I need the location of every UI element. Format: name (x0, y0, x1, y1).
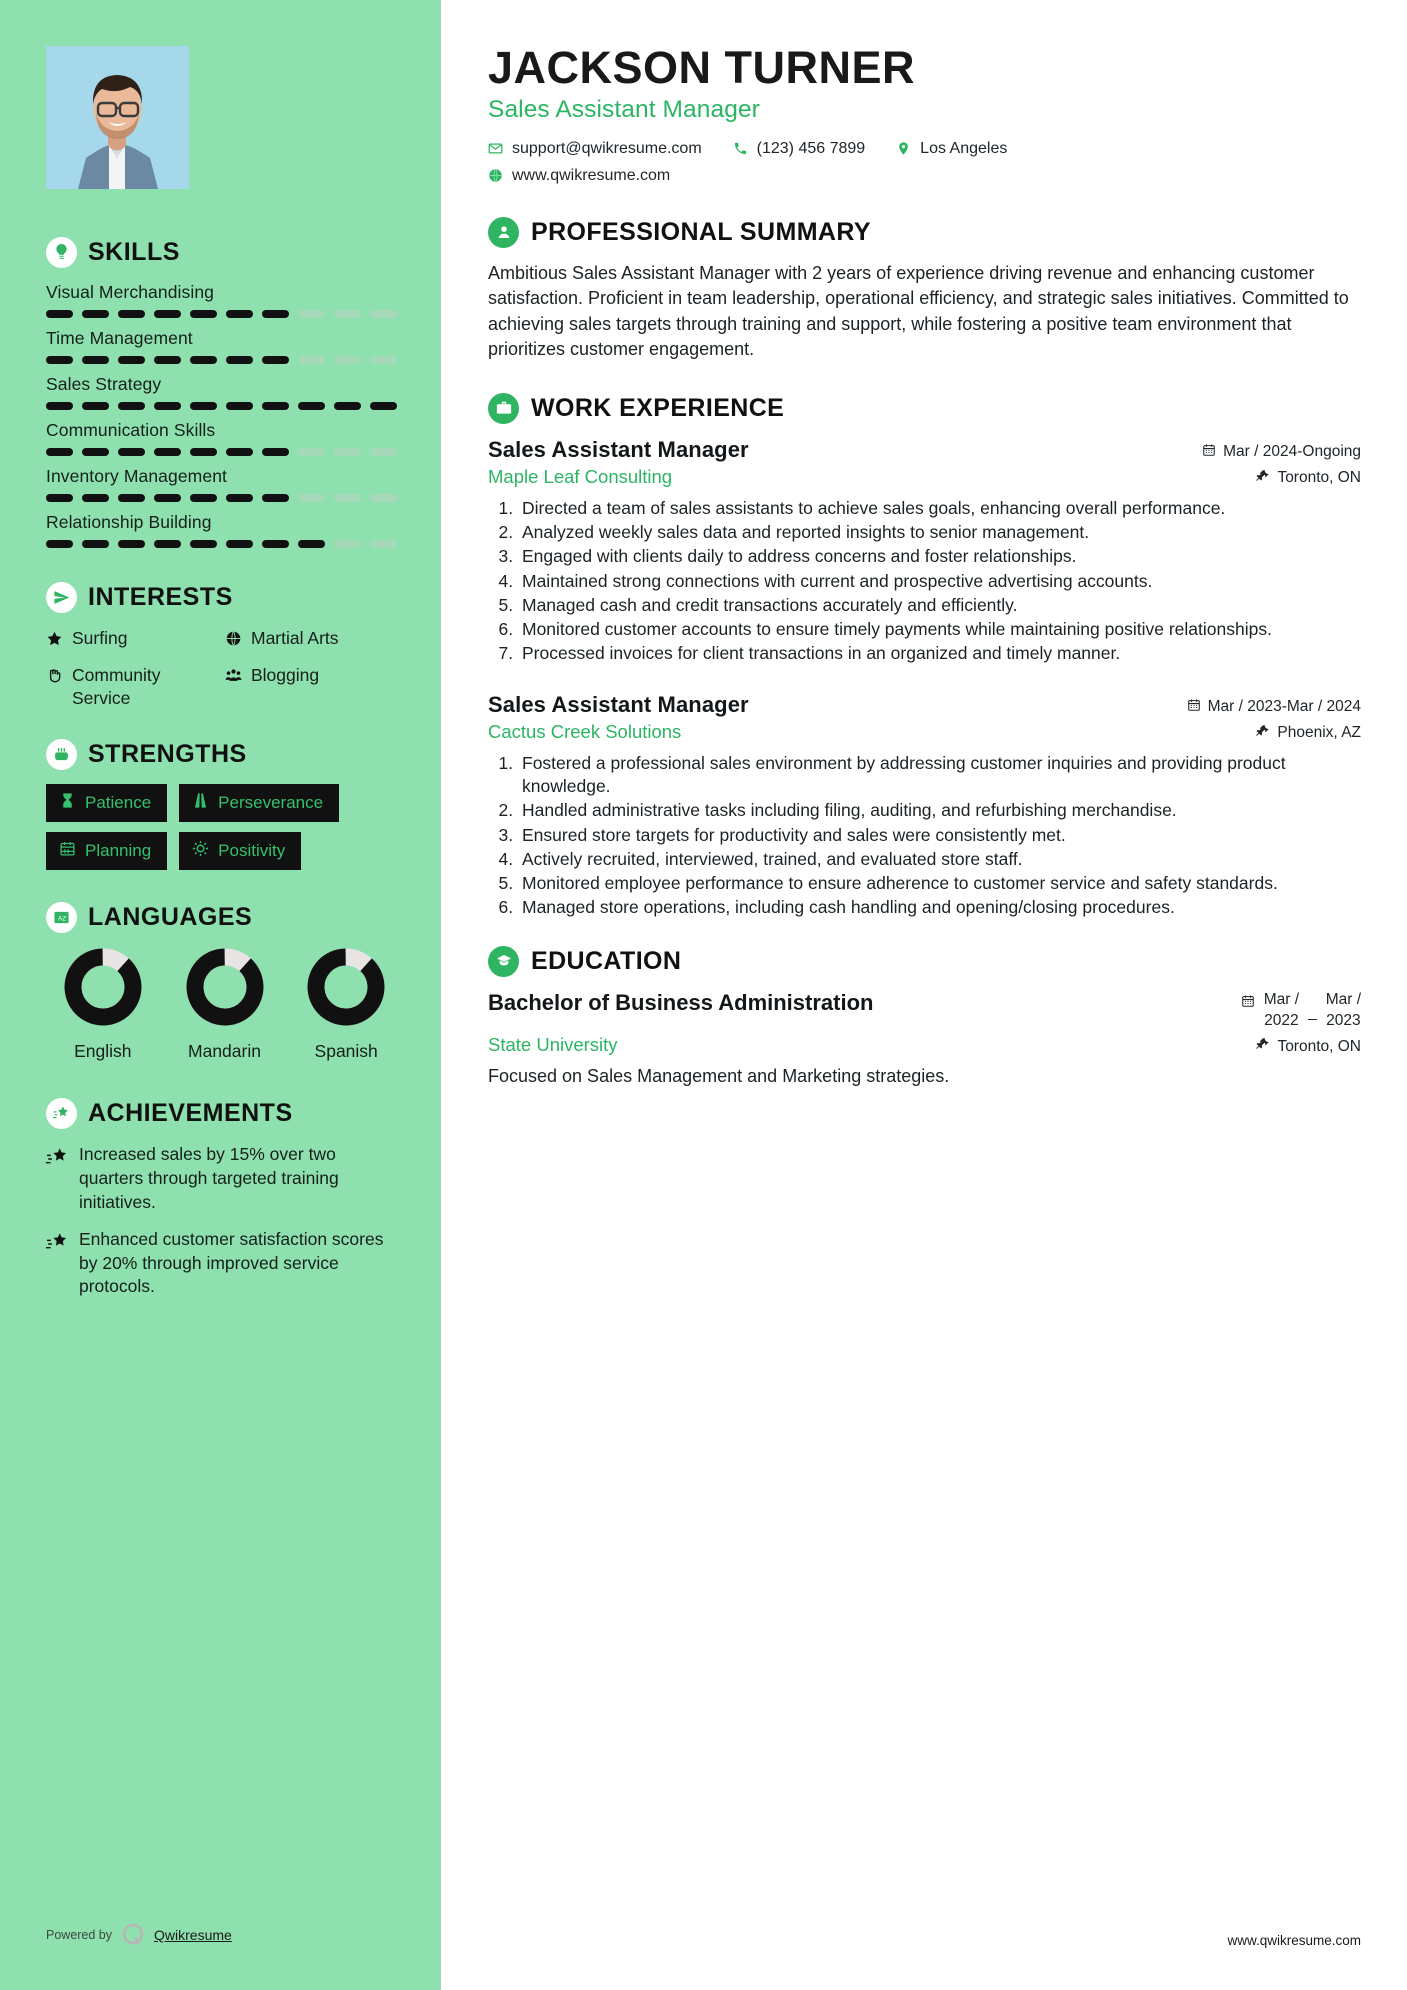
calendar-small-icon (1187, 698, 1201, 717)
strength-chip (46, 784, 167, 822)
strength-label: Planning (85, 841, 152, 861)
pin-icon (1256, 1037, 1270, 1056)
contact-email-text: support@qwikresume.com (512, 139, 702, 157)
languages-title: LANGUAGES (88, 903, 253, 932)
calendar-small-icon (1202, 443, 1216, 462)
skill-dash (46, 402, 73, 410)
contact-website[interactable] (488, 167, 670, 185)
star-icon (46, 627, 63, 653)
job-title: Sales Assistant Manager (488, 691, 749, 717)
skill-dash (190, 402, 217, 410)
shooting-star-icon (46, 1143, 68, 1214)
skill-dash (190, 310, 217, 318)
qwikresume-logo-icon (120, 1922, 146, 1948)
contact-line-2 (488, 167, 1361, 185)
skills-title: SKILLS (88, 238, 180, 266)
job-header-row (488, 692, 1361, 718)
skills-section (46, 237, 397, 548)
job-bullet: 2. Analyzed weekly sales data and reported insights to senior management. (518, 521, 1361, 544)
summary-text: Ambitious Sales Assistant Manager with 2 years of experience driving revenue and enhancing customer satisfaction. Proficient in team leadership, operational efficiency, and strategic sales initiatives. Committed to achieving sales targets through training and support, while fostering a positive team environment that prioritizes customer engagement. (488, 262, 1349, 360)
job-bullet: 1. Fostered a professional sales environment by addressing customer inquiries and providing product knowledge. (518, 752, 1361, 799)
skill-dash (82, 494, 109, 502)
education-list (488, 990, 1361, 1088)
job-location-text: Toronto, ON (1277, 469, 1361, 487)
skill-dash (118, 310, 145, 318)
skill-dash (298, 494, 325, 502)
shooting-star-icon (46, 1098, 77, 1129)
users-icon (225, 664, 242, 690)
work-experience-section (488, 393, 1361, 920)
job-bullet: 7. Processed invoices for client transactions in an organized and timely manner. (518, 642, 1361, 665)
language-label: Mandarin (188, 1041, 261, 1062)
contact-phone-text: (123) 456 7899 (756, 139, 866, 157)
job-entry (488, 437, 1361, 666)
paper-plane-icon (46, 582, 77, 613)
job-bullet: 1. Directed a team of sales assistants to achieve sales goals, enhancing overall performance. (518, 497, 1361, 520)
education-heading (488, 946, 1361, 977)
strengths-list (46, 784, 397, 870)
interests-title: INTERESTS (88, 583, 233, 611)
language-label: English (74, 1041, 132, 1062)
strength-label: Positivity (218, 841, 286, 861)
calendar-icon (59, 840, 76, 862)
hand-icon (46, 664, 63, 690)
contact-website-text: www.qwikresume.com (512, 166, 671, 184)
job-date-text: Mar / 2023-Mar / 2024 (1207, 698, 1361, 716)
contact-line-1 (488, 140, 1361, 158)
skill-dash (262, 402, 289, 410)
strength-chip (179, 784, 339, 822)
job-company: Cactus Creek Solutions (488, 720, 682, 742)
skill-dash (46, 356, 73, 364)
interests-heading (46, 582, 397, 613)
language-item (174, 947, 276, 1062)
svg-text:A: A (57, 915, 63, 923)
achievement-text: Enhanced customer satisfaction scores by 20% through improved service protocols. (79, 1229, 384, 1297)
skill-dash (298, 540, 325, 548)
interest-item (225, 664, 397, 710)
skill-dash (334, 540, 361, 548)
skill-item (46, 328, 397, 364)
skill-dash (226, 540, 253, 548)
skill-level-bar (46, 402, 397, 410)
job-bullet: 4. Maintained strong connections with current and prospective advertising accounts. (518, 570, 1361, 593)
skill-dash (262, 448, 289, 456)
skill-dash (334, 494, 361, 502)
globe-icon (225, 627, 242, 653)
interests-list (46, 627, 397, 709)
contact-location (896, 140, 1007, 158)
work-heading (488, 393, 1361, 424)
skill-dash (154, 402, 181, 410)
contact-location-text: Los Angeles (920, 139, 1008, 157)
job-location-text: Phoenix, AZ (1277, 724, 1361, 742)
skill-level-bar (46, 356, 397, 364)
languages-list (46, 947, 397, 1062)
skill-dash (190, 540, 217, 548)
skill-name: Visual Merchandising (46, 282, 215, 302)
skill-name: Communication Skills (46, 420, 216, 440)
language-icon (46, 902, 77, 933)
page-title: JACKSON TURNER (488, 42, 916, 93)
skills-heading (46, 237, 397, 268)
interest-label: Martial Arts (251, 628, 339, 648)
job-bullet: 3. Engaged with clients daily to address concerns and foster relationships. (518, 545, 1361, 568)
education-date-separator: _ (1308, 1003, 1317, 1021)
languages-heading (46, 902, 397, 933)
skill-level-bar (46, 540, 397, 548)
skill-dash (226, 356, 253, 364)
pin-icon (1256, 469, 1270, 488)
skill-item (46, 466, 397, 502)
graduation-cap-icon (488, 946, 519, 977)
interest-item (46, 664, 218, 710)
skill-dash (370, 494, 397, 502)
skills-list (46, 282, 397, 548)
skill-item (46, 374, 397, 410)
achievement-text: Increased sales by 15% over two quarters through targeted training initiatives. (79, 1144, 339, 1212)
skill-dash (298, 310, 325, 318)
strength-chip (46, 832, 167, 870)
powered-by-label: Powered by (46, 1928, 113, 1942)
professional-summary-section (488, 217, 1361, 363)
skill-dash (46, 494, 73, 502)
education-location (1256, 1037, 1361, 1056)
job-bullet: 5. Managed cash and credit transactions accurately and efficiently. (518, 594, 1361, 617)
skill-dash (370, 448, 397, 456)
shooting-star-icon (46, 1228, 68, 1299)
education-school: State University (488, 1034, 618, 1056)
education-end-year: 2023 (1326, 1011, 1361, 1029)
sidebar-footer (46, 1922, 232, 1948)
sun-icon (192, 840, 209, 862)
road-icon (192, 792, 209, 814)
education-degree: Bachelor of Business Administration (488, 989, 874, 1015)
achievements-list (46, 1143, 397, 1299)
job-header-row (488, 437, 1361, 463)
education-end-date (1326, 990, 1361, 1032)
strengths-section (46, 739, 397, 870)
language-donut-chart (63, 947, 143, 1027)
job-date (1202, 443, 1361, 462)
skill-dash (82, 448, 109, 456)
language-item (295, 947, 397, 1062)
interest-label: Community Service (72, 664, 161, 708)
skill-dash (82, 356, 109, 364)
skill-dash (226, 494, 253, 502)
skill-dash (46, 310, 73, 318)
job-bullet: 5. Monitored employee performance to ensure adherence to customer service and safety standards. (518, 872, 1361, 895)
map-pin-icon (896, 141, 911, 156)
lightbulb-icon (46, 237, 77, 268)
skill-dash (46, 540, 73, 548)
job-company: Maple Leaf Consulting (488, 465, 673, 487)
contact-info (488, 140, 1361, 185)
globe-icon (488, 168, 503, 183)
job-role-subtitle: Sales Assistant Manager (488, 95, 760, 123)
job-bullets (518, 752, 1361, 920)
job-location (1256, 469, 1361, 488)
skill-dash (334, 448, 361, 456)
skill-dash (370, 356, 397, 364)
skill-dash (82, 402, 109, 410)
qwikresume-link[interactable]: Qwikresume (154, 1927, 232, 1943)
skill-item (46, 420, 397, 456)
job-date (1187, 698, 1361, 717)
skill-dash (190, 356, 217, 364)
strengths-title: STRENGTHS (88, 740, 247, 769)
education-entry (488, 990, 1361, 1088)
job-bullet: 6. Monitored customer accounts to ensure timely payments while maintaining positive relationships. (518, 618, 1361, 641)
education-section (488, 946, 1361, 1088)
skill-dash (190, 494, 217, 502)
skill-level-bar (46, 448, 397, 456)
education-start-month: Mar / (1263, 990, 1300, 1008)
job-subheader-row (488, 466, 1361, 488)
job-bullets (518, 497, 1361, 666)
education-start-year: 2022 (1264, 1011, 1299, 1029)
skill-dash (298, 356, 325, 364)
job-subheader-row (488, 721, 1361, 743)
job-location (1256, 724, 1361, 743)
language-item (52, 947, 154, 1062)
achievements-title: ACHIEVEMENTS (88, 1099, 293, 1128)
skill-dash (298, 402, 325, 410)
job-bullet: 2. Handled administrative tasks including filing, auditing, and refurbishing merchandise. (518, 799, 1361, 822)
job-title: Sales Assistant Manager (488, 436, 749, 462)
skill-dash (262, 494, 289, 502)
languages-section (46, 902, 397, 1062)
envelope-icon (488, 141, 503, 156)
achievement-item (46, 1228, 397, 1299)
strength-chip (179, 832, 301, 870)
contact-email[interactable] (488, 140, 702, 158)
skill-dash (46, 448, 73, 456)
interest-item (225, 627, 397, 653)
main-footer-site: www.qwikresume.com (1227, 1933, 1361, 1948)
skill-name: Time Management (46, 328, 193, 348)
skill-dash (154, 540, 181, 548)
skill-dash (262, 310, 289, 318)
main-content (441, 0, 1407, 1990)
achievements-section (46, 1098, 397, 1299)
job-bullet: 3. Ensured store targets for productivity and sales were consistently met. (518, 824, 1361, 847)
fist-icon (46, 739, 77, 770)
skill-dash (118, 448, 145, 456)
skill-dash (154, 356, 181, 364)
language-label: Spanish (314, 1041, 378, 1062)
job-entry (488, 692, 1361, 920)
education-start-date (1264, 990, 1299, 1032)
interests-section (46, 582, 397, 709)
skill-dash (262, 540, 289, 548)
skill-name: Inventory Management (46, 466, 227, 486)
summary-heading (488, 217, 1361, 248)
avatar (46, 46, 189, 189)
skill-dash (154, 448, 181, 456)
skill-dash (370, 310, 397, 318)
skill-dash (370, 402, 397, 410)
hourglass-icon (59, 792, 76, 814)
education-description: Focused on Sales Management and Marketing strategies. (488, 1066, 950, 1087)
skill-dash (226, 448, 253, 456)
skill-dash (154, 310, 181, 318)
language-donut-chart (306, 947, 386, 1027)
user-circle-icon (488, 217, 519, 248)
skill-level-bar (46, 494, 397, 502)
skill-item (46, 512, 397, 548)
strength-label: Patience (85, 793, 152, 813)
pin-icon (1256, 724, 1270, 743)
job-bullet: 6. Managed store operations, including cash handling and opening/closing procedures. (518, 896, 1361, 919)
education-title: EDUCATION (531, 946, 682, 975)
interest-item (46, 627, 218, 653)
work-title: WORK EXPERIENCE (531, 393, 785, 422)
skill-dash (154, 494, 181, 502)
skill-dash (226, 310, 253, 318)
education-end-month: Mar / (1325, 990, 1361, 1008)
skill-dash (334, 356, 361, 364)
job-date-text: Mar / 2024-Ongoing (1223, 443, 1361, 461)
calendar-small-icon (1241, 990, 1255, 1013)
education-dates (1241, 990, 1361, 1032)
skill-item (46, 282, 397, 318)
skill-dash (262, 356, 289, 364)
skill-dash (118, 402, 145, 410)
skill-dash (334, 310, 361, 318)
job-bullet: 4. Actively recruited, interviewed, trained, and evaluated store staff. (518, 848, 1361, 871)
achievement-item (46, 1143, 397, 1214)
skill-dash (118, 540, 145, 548)
language-donut-chart (185, 947, 265, 1027)
education-header-row (488, 990, 1361, 1032)
skill-dash (82, 540, 109, 548)
achievements-heading (46, 1098, 397, 1129)
interest-label: Blogging (251, 664, 320, 685)
skill-dash (82, 310, 109, 318)
contact-phone[interactable] (733, 140, 866, 158)
skill-dash (226, 402, 253, 410)
skill-level-bar (46, 310, 397, 318)
profile-photo (46, 46, 189, 189)
skill-name: Sales Strategy (46, 374, 162, 394)
education-location-text: Toronto, ON (1277, 1037, 1361, 1055)
svg-text:Z: Z (62, 915, 67, 923)
phone-icon (733, 141, 748, 156)
jobs-list (488, 437, 1361, 920)
skill-dash (118, 494, 145, 502)
skill-name: Relationship Building (46, 512, 212, 532)
sidebar (0, 0, 441, 1990)
strength-label: Perseverance (218, 793, 324, 813)
interest-label: Surfing (72, 628, 128, 648)
summary-title: PROFESSIONAL SUMMARY (531, 217, 871, 246)
skill-dash (298, 448, 325, 456)
strengths-heading (46, 739, 397, 770)
education-subheader-row (488, 1034, 1361, 1056)
skill-dash (370, 540, 397, 548)
skill-dash (118, 356, 145, 364)
briefcase-icon (488, 393, 519, 424)
skill-dash (190, 448, 217, 456)
skill-dash (334, 402, 361, 410)
